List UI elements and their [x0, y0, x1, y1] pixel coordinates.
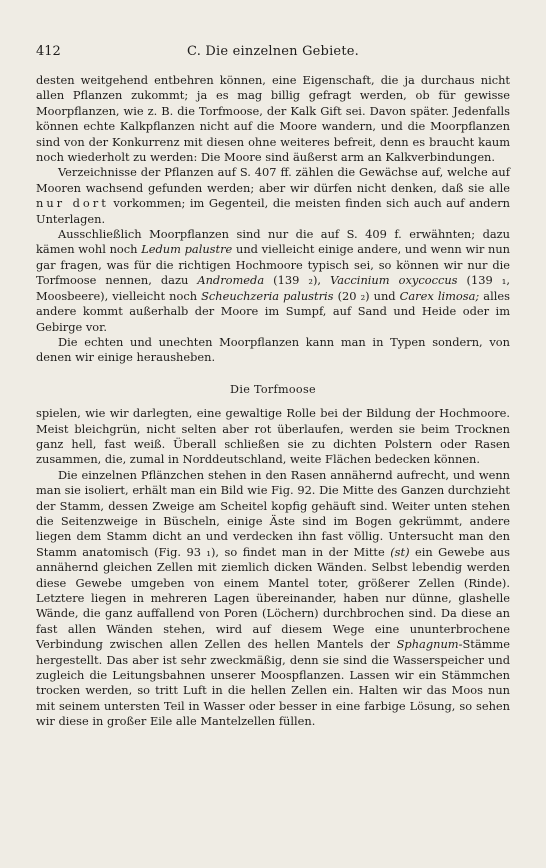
text-run: vorkommen; im Gegenteil, die meisten finden sich auch auf andern Unterlagen. [36, 196, 510, 226]
paragraph [36, 73, 510, 165]
page-header [0, 44, 546, 64]
paragraph [36, 165, 510, 227]
italic-run: (st) [390, 544, 410, 559]
text-run: nur dort [36, 196, 109, 211]
paragraph [36, 335, 510, 366]
italic-run: Andromeda [197, 273, 265, 288]
text-run: Ausschließlich Moorpflanzen sind nur die auf S. 409 f. erwähnten; dazu kämen wohl noch [36, 227, 510, 257]
section-intro [36, 73, 510, 366]
body-text [36, 73, 510, 730]
italic-run: Vaccinium oxycoccus [330, 273, 458, 288]
text-run: und vielleicht einige andere, und wenn wir nun gar fragen, was für die richtigen Hochmoore typisch sei, so können wir nur die Torfmoose nennen, dazu [36, 242, 510, 288]
italic-run: Ledum palustre [141, 242, 233, 257]
section-heading: Die Torfmoose [230, 382, 316, 396]
paragraph [36, 468, 510, 730]
paragraph [36, 227, 510, 335]
paragraph [36, 406, 510, 468]
text-run: alles andere kommt außerhalb der Moore im Sumpf, auf Sand und Heide oder im Gebirge vor. [36, 288, 510, 334]
text-run: Die einzelnen Pflänzchen stehen in den Rasen annähernd aufrecht, und wenn man sie isoliert, erhält man ein Bild wie Fig. 92. Die Mitte des Ganzen durchzieht der Stamm, dessen Zweige am Scheitel kopfig gehäuft sind. Weiter unten stehen die Seitenzweige in Büscheln, einige Äste sind im Bogen gekrümmt, andere liegen dem Stamm dicht an und verdecken ihn fast völlig. Untersucht man den Stamm anatomisch (Fig. 93 ₁), so findet man in der Mitte [36, 467, 510, 559]
text-run: (139 ₁, Moosbeere), vielleicht noch [36, 273, 510, 303]
italic-run: Scheuchzeria palustris [201, 288, 334, 303]
text-run: desten weitgehend entbehren können, eine Eigenschaft, die ja durchaus nicht allen Pflanzen zukommt; ja es mag billig gefragt werden, ob für gewisse Moorpflanzen, wie z. B. die Torfmoose, der Kalk Gift sei. Davon später. Jedenfalls können echte Kalkpflanzen nicht auf die Moore wandern, und die Moorpflanzen sind von der Konkurrenz mit diesen ohne weiteres befreit, denn es braucht kaum noch wiederholt zu werden: Die Moore sind äußerst arm an Kalkverbindungen. [36, 73, 510, 165]
page-number: 412 [36, 44, 61, 59]
text-run: (139 ₂), [264, 273, 331, 288]
text-run: (20 ₂) und [333, 288, 400, 303]
text-run: ein Gewebe aus annähernd gleichen Zellen mit ziemlich dicken Wänden. Selbst lebendig werden diese Gewebe umgeben von einem Mantel toter, größerer Zellen (Rinde). Letztere liegen in mehreren Lagen übereinander, haben nur dünne, glashelle Wände, die ganz auffallend von Poren (Löchern) durchbrochen sind. Da diese an fast allen Wänden stehen, wird auf diesem Wege eine ununterbrochene Verbindung zwischen allen Zellen des hellen Mantels der [36, 544, 510, 652]
text-run: Die echten und unechten Moorpflanzen kann man in Typen sondern, von denen wir einige herausheben. [36, 334, 510, 365]
section-torfmoose [36, 406, 510, 730]
text-run: -Stämme hergestellt. Das aber ist sehr zweckmäßig, denn sie sind die Wasserspeicher und zugleich die Leitungsbahnen unserer Moospflanzen. Lassen wir ein Stämmchen trocken werden, so tritt Luft in die hellen Zellen ein. Halten wir das Moos nun mit seinem untersten Teil in Wasser oder besser in eine farbige Lösung, so sehen wir diese in großer Eile alle Mantelzellen füllen. [36, 637, 510, 729]
italic-run: Sphagnum [396, 637, 459, 652]
text-run: spielen, wie wir darlegten, eine gewaltige Rolle bei der Bildung der Hochmoore. Meist bleichgrün, nicht selten aber rot überlaufen, werden sie beim Trocknen ganz hell, fast weiß. Überall schließen sie zu dichten Polstern oder Rasen zusammen, die, zumal in Norddeutschland, weite Flächen bedecken können. [36, 406, 510, 467]
text-run: Verzeichnisse der Pflanzen auf S. 407 ff. zählen die Gewächse auf, welche auf Mooren wachsend gefunden werden; aber wir dürfen nicht denken, daß sie alle [36, 165, 510, 195]
running-title: C. Die einzelnen Gebiete. [187, 44, 359, 59]
italic-run: Carex limosa; [399, 288, 480, 303]
